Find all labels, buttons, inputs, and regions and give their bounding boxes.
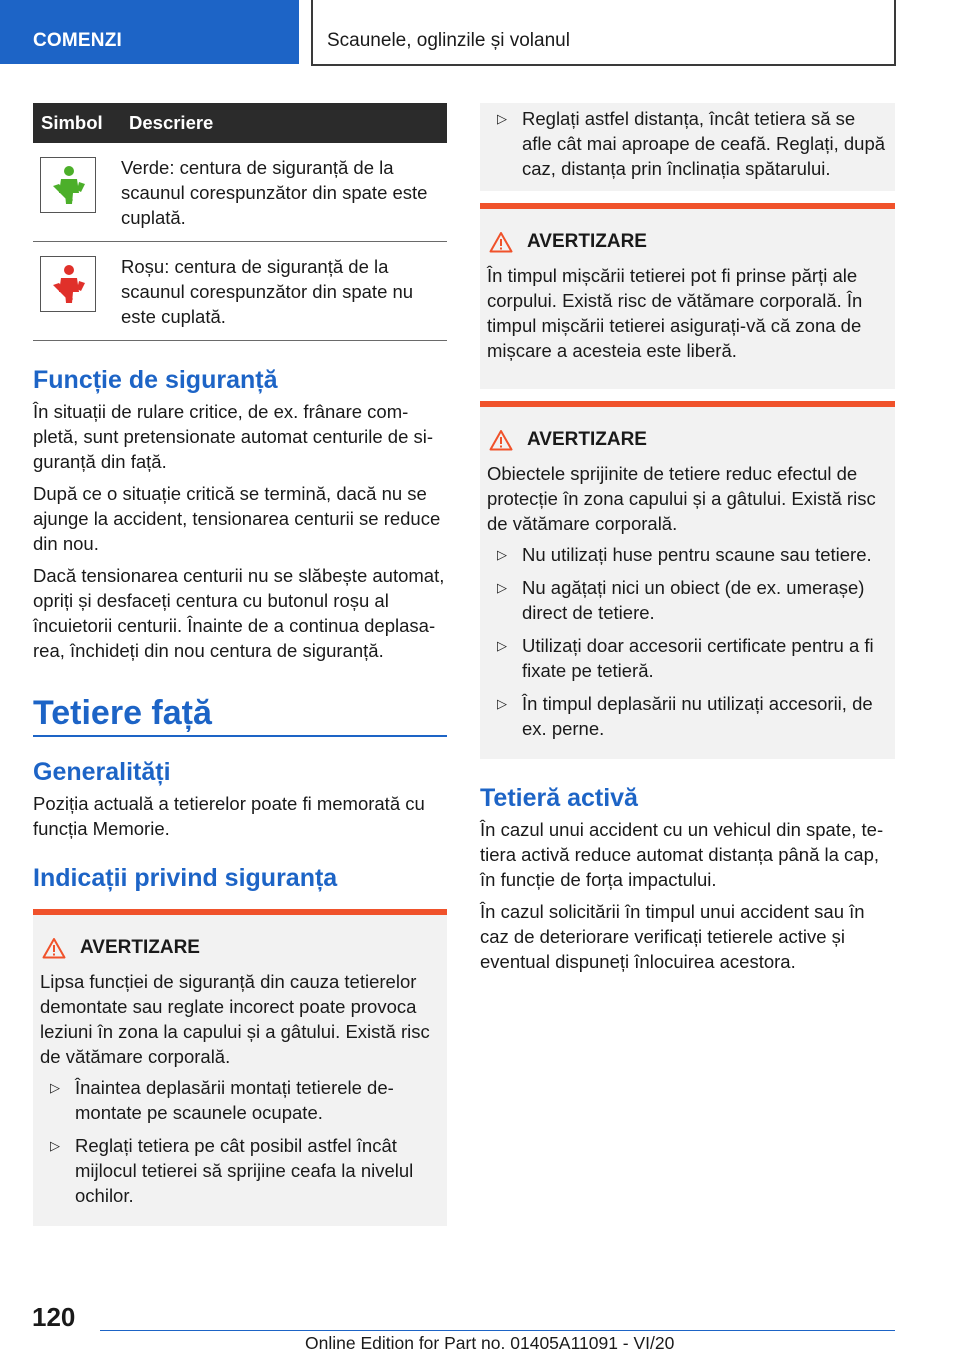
symbol-table [33, 103, 447, 341]
paragraph: După ce o situație critică se termină, dacă nu se ajunge la accident, tensionarea centurii se reduce din nou. [33, 483, 441, 554]
table-header-symbol: Simbol [33, 103, 121, 143]
triangle-bullet-icon: ▷ [497, 111, 507, 126]
chapter-header [311, 0, 896, 66]
seatbelt-red-icon [40, 256, 96, 312]
table-cell-description: Verde: centura de siguranță de la scaunul corespunzător din spate este cuplată. [121, 143, 447, 242]
list-item: ▷ În timpul deplasării nu utilizați accesorii, de ex. perne. [487, 691, 887, 741]
warning-box [480, 203, 895, 389]
footer-divider [100, 1330, 895, 1331]
left-column [33, 103, 447, 1226]
warning-text: Lipsa funcției de siguranță din cauza tetierelor demontate sau reglate incorect poate provoca leziuni în zona la capului și a gâtului. Există risc de vătămare corporală. [40, 971, 430, 1067]
warning-box [33, 909, 447, 1226]
section-tab [0, 0, 299, 64]
list-item: ▷ Nu utilizați huse pentru scaune sau tetiere. [487, 542, 887, 567]
warning-text: Obiectele sprijinite de tetiere reduc efectul de protecție în zona capului și a gâtului. Există risc de vătămare corporală. [487, 463, 876, 534]
edition-text: Online Edition for Part no. 01405A11091 - VI/20 [305, 1333, 675, 1353]
list-item: ▷ Nu agățați nici un obiect (de ex. umerașe) direct de tetiere. [487, 575, 887, 625]
continued-bullet-box [480, 103, 895, 191]
table-cell-description: Roșu: centura de siguranță de la scaunul corespunzător din spate nu este cuplată. [121, 242, 447, 341]
paragraph: În cazul unui accident cu un vehicul din spate, tetiera activă reduce automat distanța până la cap, în funcție de forța impactului. [480, 819, 884, 890]
triangle-bullet-icon: ▷ [50, 1138, 60, 1153]
active-headrest-heading: Tetieră activă [480, 784, 638, 812]
table-header-description: Descriere [121, 103, 447, 143]
warning-text: În timpul mișcării tetierei pot fi prinse părți ale corpului. Există risc de vătămare corporală. În timpul mișcării tetierei asigurați-vă că zona de mișcare a acesteia este liberă. [487, 265, 863, 361]
table-row [33, 242, 447, 341]
table-row [33, 143, 447, 242]
paragraph: În situații de rulare critice, de ex. frânare completă, sunt pretensionate automat centurile de siguranță din față. [33, 401, 434, 472]
paragraph: Dacă tensionarea centurii nu se slăbește automat, opriți și desfaceți centura cu butonul roșu al încuietorii centurii. Înainte de a continua deplasarea, închideți din nou centura de siguranță. [33, 565, 445, 661]
list-item: ▷ Reglați astfel distanța, încât tetiera să se afle cât mai aproape de ceafă. Reglați, după caz, distanța prin înclinația spătarului. [487, 106, 887, 181]
warning-label: AVERTIZARE [527, 231, 647, 252]
safety-notes-heading: Indicații privind siguranța [33, 864, 338, 892]
warning-triangle-icon [489, 231, 513, 253]
warning-label: AVERTIZARE [80, 937, 200, 958]
triangle-bullet-icon: ▷ [497, 580, 507, 595]
headrests-heading: Tetiere față [33, 693, 447, 737]
paragraph: Poziția actuală a tetierelor poate fi memorată cu funcția Memorie. [33, 793, 425, 839]
seatbelt-green-icon [40, 157, 96, 213]
triangle-bullet-icon: ▷ [50, 1080, 60, 1095]
list-item: ▷ Înaintea deplasării montați tetierele demontate pe scaunele ocupate. [40, 1075, 439, 1125]
warning-triangle-icon [489, 429, 513, 451]
list-item: ▷ Utilizați doar accesorii certificate pentru a fi fixate pe tetieră. [487, 633, 887, 683]
section-title: COMENZI [33, 30, 123, 51]
general-heading: Generalități [33, 758, 171, 786]
triangle-bullet-icon: ▷ [497, 547, 507, 562]
right-column [480, 103, 895, 981]
list-item: ▷ Reglați tetiera pe cât posibil astfel încât mijlocul tetierei să sprijine ceafa la nivelul ochilor. [40, 1133, 439, 1208]
warning-label: AVERTIZARE [527, 429, 647, 450]
warning-triangle-icon [42, 937, 66, 959]
warning-box [480, 401, 895, 759]
chapter-title: Scaunele, oglinzile și volanul [327, 30, 570, 51]
triangle-bullet-icon: ▷ [497, 638, 507, 653]
triangle-bullet-icon: ▷ [497, 696, 507, 711]
safety-function-heading: Funcție de siguranță [33, 366, 278, 394]
paragraph: În cazul solicitării în timpul unui accident sau în caz de deteriorare verificați tetierele active și eventual dispuneți înlocuirea acestora. [480, 901, 865, 972]
page-number: 120 [32, 1302, 76, 1332]
